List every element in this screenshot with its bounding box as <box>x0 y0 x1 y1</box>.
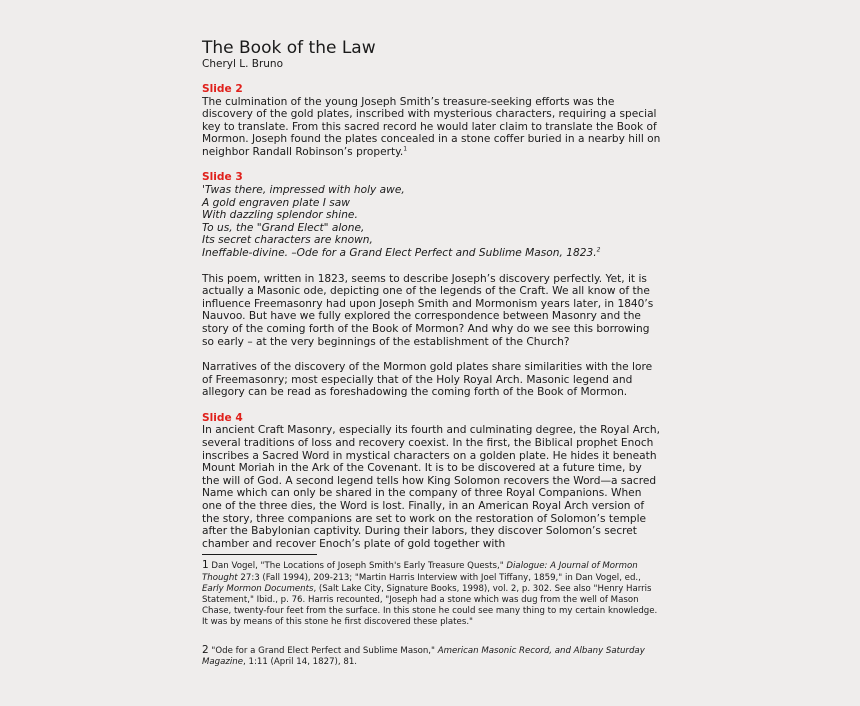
document-page <box>202 38 662 684</box>
poem-line-attribution: Ineffable-divine. –Ode for a Grand Elect Perfect and Sublime Mason, 1823.$^2$ <box>202 246 601 259</box>
poem-block <box>202 184 662 260</box>
footnote-2-number: 2 <box>202 643 209 656</box>
poem-line: A gold engraven plate I saw <box>202 196 350 209</box>
footnote-ref-2[interactable]: 2 <box>596 246 601 254</box>
document-author: Cheryl L. Bruno <box>202 58 284 70</box>
slide-3-heading: Slide 3 <box>202 171 243 184</box>
poem-line: To us, the "Grand Elect" alone, <box>202 221 365 234</box>
slide-2-heading: Slide 2 <box>202 83 243 95</box>
footnote-2: 2 "Ode for a Grand Elect Perfect and Sublime Mason," American Masonic Record, and Albany Saturday Magazine, 1:11 (April 14, 1827), 81. <box>202 643 645 667</box>
footnote-ref-1[interactable]: 1 <box>403 145 408 153</box>
document-title: The Book of the Law <box>202 38 376 58</box>
slide-3-paragraph-2: Narratives of the discovery of the Mormon gold plates share similarities with the lore of Freemasonry; most especially that of the Holy Royal Arch. Masonic legend and allegory can be read as foreshadowing the coming forth of the Book of Mormon. <box>202 361 653 399</box>
slide-4-text: In ancient Craft Masonry, especially its fourth and culminating degree, the Royal Arch, several traditions of loss and recovery coexist. In the first, the Biblical prophet Enoch inscribes a Sacred Word in mystical characters on a golden plate. He hides it beneath Mount Moriah in the Ark of the Covenant. It is to be discovered at a future time, by the will of God. A second legend tells how King Solomon recovers the Word—a sacred Name which can only be shared in the company of three Royal Companions. When one of the three dies, the Word is lost. Finally, in an American Royal Arch version of the story, three companions are set to work on the restoration of Solomon’s temple after the Babylonian captivity. During their labors, they discover Solomon’s secret chamber and recover Enoch’s plate of gold together with <box>202 424 660 550</box>
poem-line: 'Twas there, impressed with holy awe, <box>202 183 405 196</box>
slide-3-paragraph-1: This poem, written in 1823, seems to describe Joseph’s discovery perfectly. Yet, it is actually a Masonic ode, depicting one of the legends of the Craft. We all know of the influence Freemasonry had upon Joseph Smith and Mormonism years later, in 1840’s Nauvoo. But have we fully explored the correspondence between Masonry and the story of the coming forth of the Book of Mormon? And why do we see this borrowing so early – at the very beginnings of the establishment of the Church? <box>202 272 654 348</box>
slide-2-text: The culmination of the young Joseph Smith’s treasure-seeking efforts was the discovery of the gold plates, inscribed with mysterious characters, requiring a special key to translate. From this sacred record he would later claim to translate the Book of Mormon. Joseph found the plates concealed in a stone coffer buried in a nearby hill on neighbor Randall Robinson’s property.$^1$ <box>202 95 661 158</box>
footnote-divider <box>202 554 317 555</box>
poem-line: With dazzling splendor shine. <box>202 209 358 222</box>
poem-line: Its secret characters are known, <box>202 234 373 247</box>
slide-4-heading: Slide 4 <box>202 411 243 424</box>
footnote-1: 1 Dan Vogel, "The Locations of Joseph Smith's Early Treasure Quests," Dialogue: A Journal of Mormon Thought 27:3 (Fall 1994), 209-213; "Martin Harris Interview with Joel Tiffany, 1859," in Dan Vogel, ed., Early Mormon Documents, (Salt Lake City, Signature Books, 1998), vol. 2, p. 302. See also "Henry Harris Statement," Ibid., p. 76. Harris recounted, "Joseph had a stone which was dug from the well of Mason Chase, twenty-four feet from the surface. In this stone he could see many thing to my certain knowledge. It was by means of this stone he first discovered these plates." <box>202 559 658 628</box>
footnote-1-number: 1 <box>202 559 209 572</box>
